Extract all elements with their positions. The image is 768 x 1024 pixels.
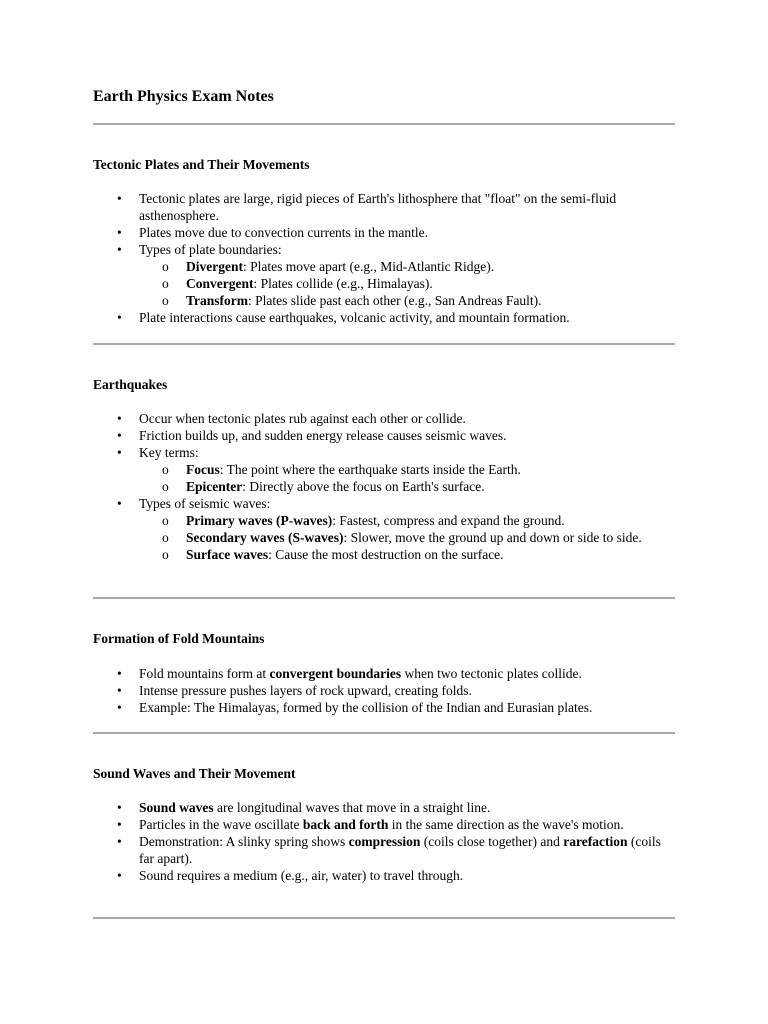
section-divider (93, 597, 675, 599)
list-item (139, 816, 675, 833)
plate-boundary-types-list (139, 258, 675, 309)
sub-list-item (186, 478, 675, 495)
section-divider (93, 123, 675, 125)
text-run: Demonstration: A slinky spring shows (139, 834, 349, 849)
tectonic-plates-list (93, 190, 675, 326)
definition: : Slower, move the ground up and down or side to side. (343, 530, 642, 545)
sub-list-item (186, 546, 675, 563)
emphasis: rarefaction (563, 834, 628, 849)
sub-list-item (186, 275, 675, 292)
text-run: in the same direction as the wave's motion. (388, 817, 624, 832)
text-run: (coils close together) and (420, 834, 564, 849)
term: Primary waves (P-waves) (186, 513, 333, 528)
sound-waves-list (93, 799, 675, 884)
list-item: • Plates move due to convection currents in the mantle. (139, 224, 675, 241)
section-divider (93, 917, 675, 919)
text-run: are longitudinal waves that move in a straight line. (213, 800, 491, 815)
emphasis: compression (348, 834, 421, 849)
key-terms-list (139, 461, 675, 495)
list-item: • Tectonic plates are large, rigid pieces of Earth's lithosphere that "float" on the semi-fluid asthenosphere. (139, 190, 675, 224)
list-item: • Sound requires a medium (e.g., air, water) to travel through. (139, 867, 675, 884)
list-item: • Plate interactions cause earthquakes, volcanic activity, and mountain formation. (139, 309, 675, 326)
list-item: • Intense pressure pushes layers of rock upward, creating folds. (139, 682, 675, 699)
section-divider (93, 732, 675, 734)
text-run: (coils far apart). (139, 834, 661, 866)
list-item-text: Key terms: (139, 445, 199, 460)
text-run: Fold mountains form at (139, 666, 270, 681)
list-item (139, 799, 675, 816)
definition: : Plates move apart (e.g., Mid-Atlantic Ridge). (242, 259, 495, 274)
list-item: • Example: The Himalayas, formed by the collision of the Indian and Eurasian plates. (139, 699, 675, 716)
term: Epicenter (186, 479, 243, 494)
list-item: • Occur when tectonic plates rub against each other or collide. (139, 410, 675, 427)
section-divider (93, 343, 675, 345)
term: Divergent (186, 259, 243, 274)
sub-list-item (186, 258, 675, 275)
document-title: Earth Physics Exam Notes (93, 88, 274, 105)
section-heading-sound-waves: Sound Waves and Their Movement (93, 766, 296, 781)
list-item-text: Types of plate boundaries: (139, 242, 282, 257)
list-item (139, 241, 675, 309)
definition: : Plates slide past each other (e.g., San Andreas Fault). (248, 293, 542, 308)
list-item (139, 833, 675, 867)
section-heading-tectonic-plates: Tectonic Plates and Their Movements (93, 157, 310, 172)
term: Secondary waves (S-waves) (186, 530, 344, 545)
term: Transform (186, 293, 248, 308)
definition: : The point where the earthquake starts inside the Earth. (219, 462, 521, 477)
earthquakes-list (93, 410, 675, 563)
list-item: • Friction builds up, and sudden energy release causes seismic waves. (139, 427, 675, 444)
list-item (139, 495, 675, 563)
term: Surface waves (186, 547, 269, 562)
definition: : Cause the most destruction on the surface. (268, 547, 504, 562)
sub-list-item (186, 461, 675, 478)
text-run: Particles in the wave oscillate (139, 817, 303, 832)
section-heading-earthquakes: Earthquakes (93, 377, 168, 392)
list-item (139, 444, 675, 495)
fold-mountains-list (93, 665, 675, 716)
definition: : Directly above the focus on Earth's surface. (242, 479, 485, 494)
list-item (139, 665, 675, 682)
term: Convergent (186, 276, 254, 291)
sub-list-item (186, 512, 675, 529)
definition: : Plates collide (e.g., Himalayas). (253, 276, 433, 291)
section-heading-fold-mountains: Formation of Fold Mountains (93, 631, 265, 646)
emphasis: Sound waves (139, 800, 214, 815)
seismic-wave-types-list (139, 512, 675, 563)
emphasis: back and forth (302, 817, 389, 832)
sub-list-item (186, 292, 675, 309)
list-item-text: Types of seismic waves: (139, 496, 271, 511)
text-run: when two tectonic plates collide. (401, 666, 582, 681)
definition: : Fastest, compress and expand the ground. (332, 513, 565, 528)
term: Focus (186, 462, 220, 477)
sub-list-item (186, 529, 675, 546)
emphasis: convergent boundaries (269, 666, 402, 681)
